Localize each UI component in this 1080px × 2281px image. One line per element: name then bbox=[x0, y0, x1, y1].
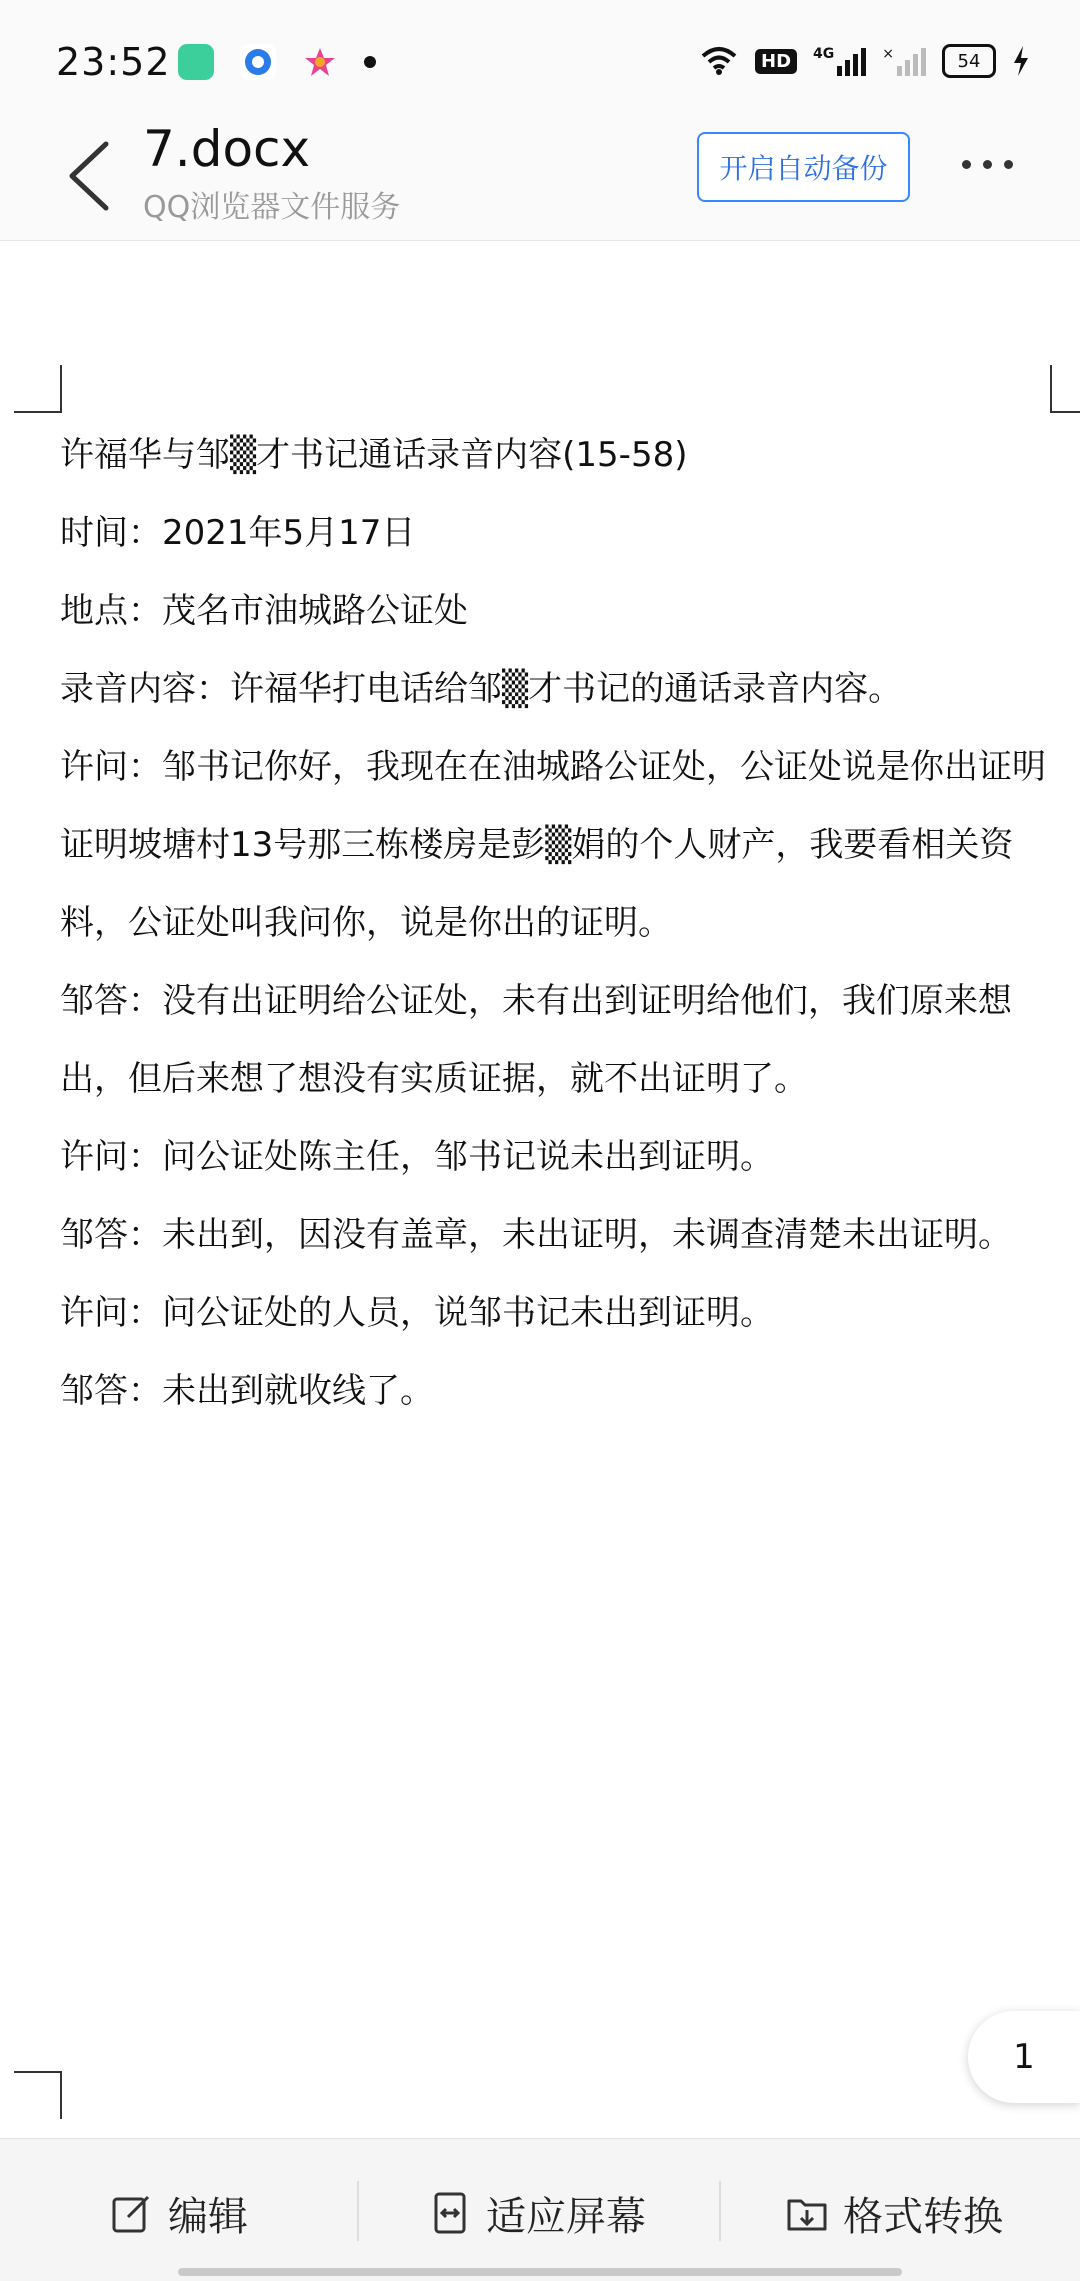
gesture-bar[interactable] bbox=[178, 2268, 902, 2276]
doc-paragraph: 录音内容：许福华打电话给邹▒才书记的通话录音内容。 bbox=[60, 669, 903, 709]
doc-paragraph: 邹答：没有出证明给公证处，未有出到证明给他们，我们原来想出，但后来想了想没有实质证据，就不出证明了。 bbox=[60, 981, 1012, 1099]
notification-icons bbox=[178, 44, 376, 80]
crop-mark-top-left bbox=[14, 365, 62, 413]
auto-backup-button[interactable]: 开启自动备份 bbox=[697, 132, 910, 202]
crop-mark-top-right bbox=[1050, 365, 1080, 413]
edit-icon bbox=[110, 2191, 154, 2235]
document-body bbox=[60, 416, 1050, 1430]
signal-icon bbox=[813, 46, 866, 76]
status-bar bbox=[0, 0, 1080, 120]
back-arrow-icon[interactable] bbox=[60, 136, 120, 216]
signal-off-icon: × bbox=[882, 46, 926, 76]
battery-icon: 54 bbox=[942, 44, 996, 78]
wifi-icon bbox=[699, 46, 739, 76]
file-subtitle: QQ浏览器文件服务 bbox=[143, 190, 401, 225]
app-star-icon bbox=[302, 44, 338, 80]
folder-download-icon bbox=[785, 2191, 829, 2235]
doc-paragraph: 地点：茂名市油城路公证处 bbox=[60, 591, 468, 631]
more-options-icon[interactable] bbox=[962, 160, 1013, 169]
edit-label: 编辑 bbox=[168, 2193, 248, 2240]
doc-paragraph: 邹答：未出到，因没有盖章，未出证明，未调查清楚未出证明。 bbox=[60, 1215, 1012, 1255]
edit-button[interactable] bbox=[110, 2185, 248, 2241]
bottom-toolbar bbox=[0, 2138, 1080, 2281]
doc-paragraph: 许问：问公证处陈主任，邹书记说未出到证明。 bbox=[60, 1137, 774, 1177]
doc-paragraph: 邹答：未出到就收线了。 bbox=[60, 1371, 434, 1411]
doc-paragraph: 时间：2021年5月17日 bbox=[60, 513, 416, 553]
network-type: 4G bbox=[813, 46, 835, 62]
app-blue-icon bbox=[240, 44, 276, 80]
app-header bbox=[0, 120, 1080, 241]
doc-paragraph: 许问：邹书记你好，我现在在油城路公证处，公证处说是你出证明证明坡塘村13号那三栋楼房是彭▒娟的个人财产，我要看相关资料，公证处叫我问你，说是你出的证明。 bbox=[60, 747, 1046, 943]
app-green-icon bbox=[178, 44, 214, 80]
doc-paragraph: 许问：问公证处的人员，说邹书记未出到证明。 bbox=[60, 1293, 774, 1333]
status-time: 23:52 bbox=[56, 40, 171, 84]
hd-icon: HD bbox=[755, 49, 797, 74]
document-viewer[interactable] bbox=[0, 241, 1080, 2138]
format-convert-button[interactable] bbox=[785, 2185, 1003, 2241]
toolbar-divider bbox=[719, 2181, 721, 2241]
toolbar-divider bbox=[357, 2181, 359, 2241]
crop-mark-bottom-left bbox=[14, 2071, 62, 2119]
format-convert-label: 格式转换 bbox=[843, 2193, 1003, 2240]
fit-screen-icon bbox=[428, 2191, 472, 2235]
fit-screen-button[interactable] bbox=[428, 2185, 646, 2241]
page-number-indicator[interactable]: 1 bbox=[968, 2011, 1080, 2103]
system-icons bbox=[699, 44, 1030, 78]
charging-icon bbox=[1012, 46, 1030, 76]
doc-paragraph: 许福华与邹▒才书记通话录音内容(15-58) bbox=[60, 435, 688, 475]
notification-dot-icon bbox=[364, 56, 376, 68]
fit-screen-label: 适应屏幕 bbox=[486, 2193, 646, 2240]
file-title: 7.docx bbox=[143, 120, 311, 178]
